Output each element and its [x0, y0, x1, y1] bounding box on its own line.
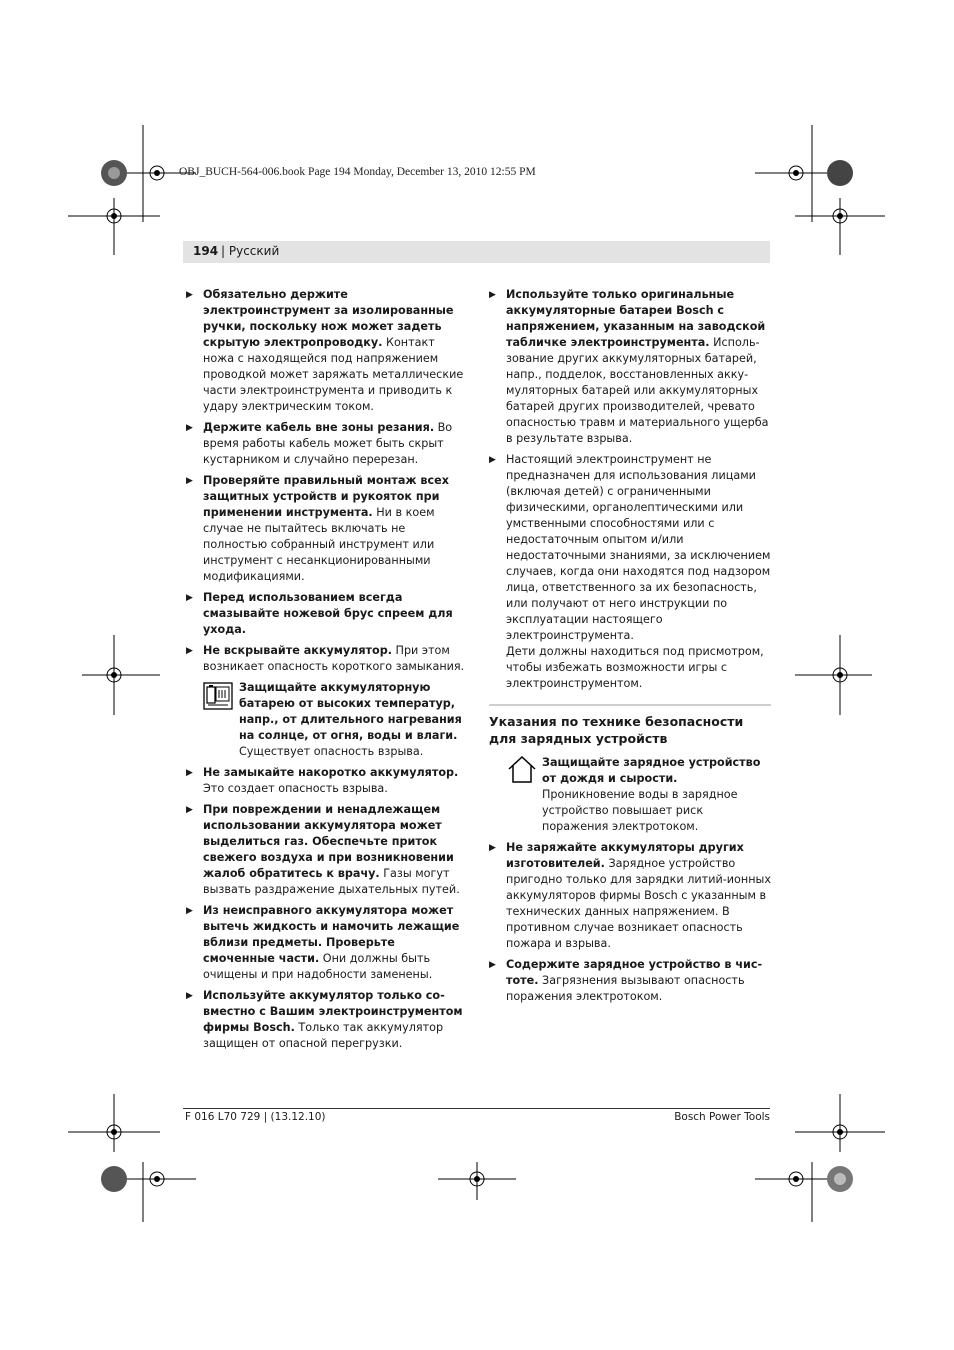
item-bold-text: Из неисправного аккумулятора может вытечь жидкость и намочить лежащие вблизи предметы. Проверьте смоченные части. [203, 904, 460, 965]
bullet-arrow-icon: ▶ [489, 843, 496, 853]
registration-mark [755, 1094, 885, 1222]
safety-item [489, 957, 771, 1005]
item-bold-text: При повреждении и ненадлежащем использовании аккумулятора может выделиться газ. Обеспечьте приток свежего воздуха и при возникновении жалоб обратитесь к врачу. [203, 803, 454, 880]
item-text: Это создает опасность взрыва. [203, 782, 388, 795]
registration-mark [82, 635, 160, 715]
item-text: Газы могут вызвать раздражение дыхательных путей. [203, 867, 460, 896]
battery-warning-item [186, 680, 468, 760]
item-text: Ни в коем случае не пытайтесь включать не полностью собранный инструмент или инструмент с несанкционированными модификациями. [203, 506, 435, 583]
bullet-arrow-icon: ▶ [186, 805, 193, 815]
item-bold-text: Не заряжайте аккумуляторы других изготовителей. [506, 841, 744, 870]
page-header [183, 241, 770, 263]
item-bold-text: Не замыкайте накоротко аккумулятор. [203, 766, 459, 779]
safety-item [186, 903, 468, 983]
item-bold-text: Используйте только оригинальные аккумуляторные батареи Bosch с напряжением, указанным на заводской табличке электроинструмента. [506, 288, 766, 349]
bullet-arrow-icon: ▶ [186, 593, 193, 603]
item-text: Только так аккумулятор защищен от опасной перегрузки. [203, 1021, 444, 1050]
bullet-arrow-icon: ▶ [489, 960, 496, 970]
bullet-arrow-icon: ▶ [186, 290, 193, 300]
item-bold-text: Держите кабель вне зоны резания. [203, 421, 435, 434]
registration-mark [795, 635, 872, 715]
safety-item [489, 287, 771, 447]
safety-item [489, 452, 771, 692]
left-column [186, 287, 468, 1057]
bullet-arrow-icon: ▶ [489, 455, 496, 465]
safety-item [186, 802, 468, 898]
charger-warning-item [489, 755, 771, 835]
bullet-arrow-icon: ▶ [186, 646, 193, 656]
language-label [221, 244, 279, 258]
footer-brand: Bosch Power Tools [674, 1111, 770, 1123]
item-text: Во время работы кабель может быть скрыт кустарником и случайно перерезан. [203, 421, 453, 466]
item-bold-text: Содержите зарядное устройство в чис- тоте. [506, 958, 763, 987]
bullet-arrow-icon: ▶ [186, 423, 193, 433]
registration-mark [438, 1162, 516, 1200]
item-bold-text: Используйте аккумулятор только со- вместно с Вашим электроинструментом фирмы Bosch. [203, 989, 463, 1034]
battery-heat-icon [203, 682, 233, 715]
footer-doc-number: F 016 L70 729 | (13.12.10) [185, 1111, 326, 1123]
house-rain-icon [506, 755, 538, 790]
safety-item [186, 287, 468, 415]
item-text: Зарядное устройство пригодно только для зарядки литий-ионных аккумуляторов фирмы Bosch с указанным в технических данных напряжением. В противном случае возникает опасность пожара и взрыва. [506, 857, 771, 950]
item-text: Они должны быть очищены и при надобности заменены. [203, 952, 433, 981]
item-text: Контакт ножа с находящейся под напряжением проводкой может заряжать металлические части электроинструмента и приводить к удару электрическим током. [203, 336, 464, 413]
safety-item [186, 643, 468, 675]
bullet-arrow-icon: ▶ [186, 476, 193, 486]
item-text-continued: Дети должны находиться под присмотром, чтобы избежать возможности игры с электроинструментом. [506, 645, 764, 690]
safety-item [186, 765, 468, 797]
section-divider [489, 704, 771, 706]
bullet-arrow-icon: ▶ [186, 768, 193, 778]
language-name: Русский [228, 244, 280, 258]
safety-item [186, 473, 468, 585]
item-text: Загрязнения вызывают опасность поражения электротоком. [506, 974, 745, 1003]
file-info: OBJ_BUCH-564-006.book Page 194 Monday, December 13, 2010 12:55 PM [179, 166, 536, 178]
item-text: При этом возникает опасность короткого замыкания. [203, 644, 465, 673]
item-bold-text: Защищайте зарядное устройство от дождя и сырости. [542, 756, 761, 785]
safety-item [186, 590, 468, 638]
section-title: Указания по технике безопасности для зарядных устройств [489, 714, 744, 746]
registration-mark [755, 125, 885, 255]
item-bold-text: Не вскрывайте аккумулятор. [203, 644, 392, 657]
item-text: Настоящий электроинструмент не предназначен для использования лицами (включая детей) с ограниченными физическими, органолептическими или умственными способностями или с недостаточным опытом и/или недостаточными знаниями, за исключением случаев, когда они находятся под надзором лица, ответственного за их безопасность, или получают от него инструкции по эксплуатации настоящего электроинструмента. [506, 453, 771, 642]
right-column [489, 287, 771, 1010]
bullet-arrow-icon: ▶ [489, 290, 496, 300]
item-bold-text: Обязательно держите электроинструмент за изолированные ручки, поскольку нож может задеть скрытую электропроводку. [203, 288, 454, 349]
safety-item [186, 988, 468, 1052]
item-bold-text: Проверяйте правильный монтаж всех защитных устройств и рукояток при применении инструмента. [203, 474, 449, 519]
item-text: Проникновение воды в зарядное устройство повышает риск поражения электротоком. [542, 788, 738, 833]
bullet-arrow-icon: ▶ [186, 906, 193, 916]
item-bold-text: Перед использованием всегда смазывайте ножевой брус спреем для ухода. [203, 591, 453, 636]
safety-item [186, 420, 468, 468]
footer-rule [183, 1108, 770, 1109]
item-bold-text: Защищайте аккумуляторную батарею от высоких температур, напр., от длительного нагревания на солнце, от огня, воды и влаги. [239, 681, 462, 742]
header-separator: | [221, 244, 226, 258]
registration-mark [68, 125, 196, 255]
bullet-arrow-icon: ▶ [186, 991, 193, 1001]
item-text: Исполь- зование других аккумуляторных батарей, напр., подделок, восстановленных акку- муляторных батарей или аккумуляторных батарей других производителей, чревато опасностью травм и материального ущерба в результате взрыва. [506, 336, 769, 445]
item-text: Существует опасность взрыва. [239, 745, 424, 758]
safety-item [489, 840, 771, 952]
registration-mark [68, 1094, 196, 1222]
page-number: 194 [193, 244, 219, 258]
